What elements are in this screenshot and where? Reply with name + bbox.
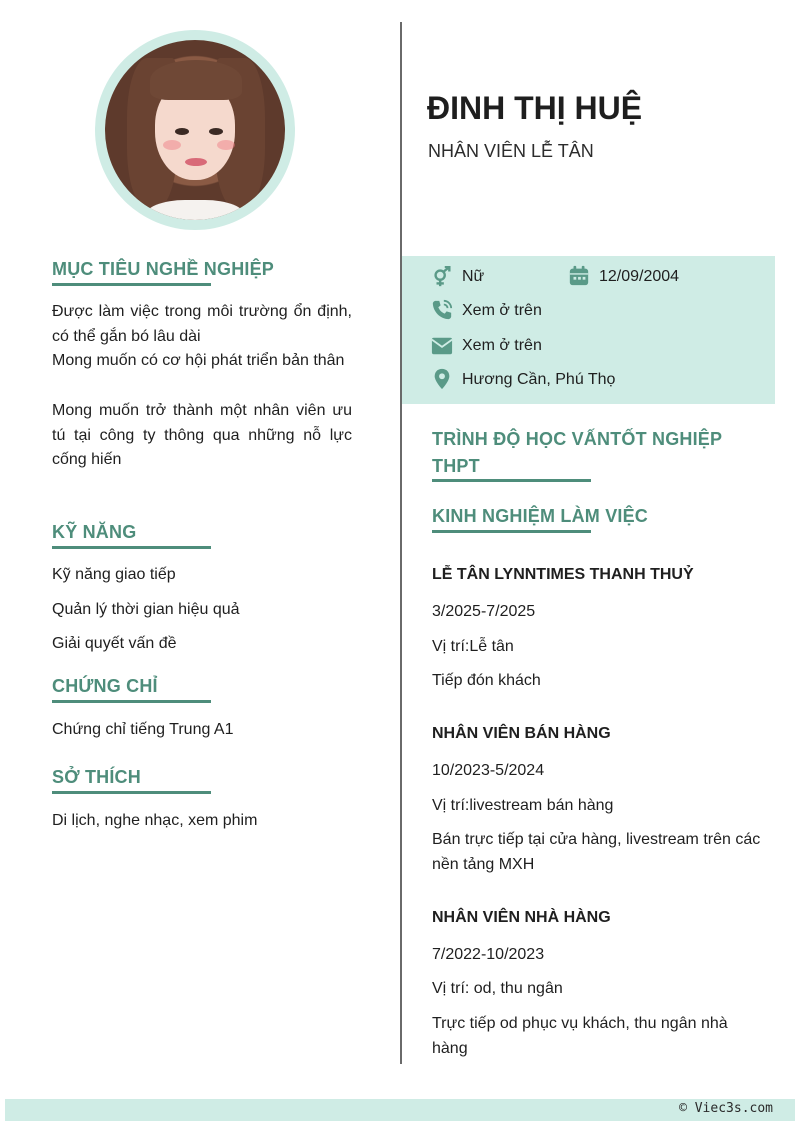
job-period: 7/2022-10/2023 <box>432 946 545 963</box>
gender-value: Nữ <box>462 268 485 285</box>
avatar <box>105 40 285 220</box>
email-icon <box>431 335 453 357</box>
experience-underline <box>432 530 591 533</box>
job-company: NHÂN VIÊN NHÀ HÀNG <box>432 909 611 926</box>
objective-underline <box>52 283 211 286</box>
skills-underline <box>52 546 211 549</box>
certificate-item: Chứng chỉ tiếng Trung A1 <box>52 721 234 738</box>
certificates-title: CHỨNG CHỈ <box>52 676 158 696</box>
hobby-item: Di lịch, nghe nhạc, xem phim <box>52 812 258 829</box>
job-position: Vị trí: od, thu ngân <box>432 980 563 997</box>
objective-p3: Mong muốn trở thành một nhân viên ưu tú tại công ty thông qua những nỗ lực cống hiến <box>52 402 352 468</box>
objective-p2: Mong muốn có cơ hội phát triển bản thân <box>52 352 345 369</box>
address-value: Hương Cần, Phú Thọ <box>462 371 616 388</box>
column-divider <box>400 22 402 1064</box>
objective-p1: Được làm việc trong môi trường ổn định, có thể gắn bó lâu dài <box>52 303 352 345</box>
skill-item: Kỹ năng giao tiếp <box>52 566 176 583</box>
job-desc: Tiếp đón khách <box>432 672 541 689</box>
job-desc: Trực tiếp od phục vụ khách, thu ngân nhà hàng <box>432 1015 728 1057</box>
education-title: TRÌNH ĐỘ HỌC VẤNTỐT NGHIỆP THPT <box>432 429 722 476</box>
footer-credit[interactable]: © Viec3s.com <box>679 1101 773 1116</box>
skills-title: KỸ NĂNG <box>52 522 137 542</box>
job-position: Vị trí:Lễ tân <box>432 638 514 655</box>
email-value: Xem ở trên <box>462 337 542 354</box>
location-icon <box>431 368 453 390</box>
skill-item: Giải quyết vấn đề <box>52 635 177 652</box>
skill-item: Quản lý thời gian hiệu quả <box>52 601 240 618</box>
job-company: NHÂN VIÊN BÁN HÀNG <box>432 725 611 742</box>
gender-icon <box>431 266 453 288</box>
job-company: LỄ TÂN LYNNTIMES THANH THUỶ <box>432 566 694 583</box>
candidate-role: NHÂN VIÊN LỄ TÂN <box>428 141 594 161</box>
dob-value: 12/09/2004 <box>599 268 680 285</box>
job-period: 3/2025-7/2025 <box>432 603 536 620</box>
phone-value: Xem ở trên <box>462 302 542 319</box>
education-underline <box>432 479 591 482</box>
job-desc: Bán trực tiếp tại cửa hàng, livestream trên các nền tảng MXH <box>432 831 761 873</box>
certificates-underline <box>52 700 211 703</box>
phone-icon <box>431 299 453 321</box>
calendar-icon <box>568 265 590 287</box>
footer-bar <box>5 1099 795 1121</box>
candidate-name: ĐINH THỊ HUỆ <box>427 90 643 126</box>
job-position: Vị trí:livestream bán hàng <box>432 797 614 814</box>
hobbies-title: SỞ THÍCH <box>52 767 141 787</box>
job-period: 10/2023-5/2024 <box>432 762 545 779</box>
hobbies-underline <box>52 791 211 794</box>
objective-title: MỤC TIÊU NGHỀ NGHIỆP <box>52 259 275 279</box>
experience-title: KINH NGHIỆM LÀM VIỆC <box>432 506 649 526</box>
